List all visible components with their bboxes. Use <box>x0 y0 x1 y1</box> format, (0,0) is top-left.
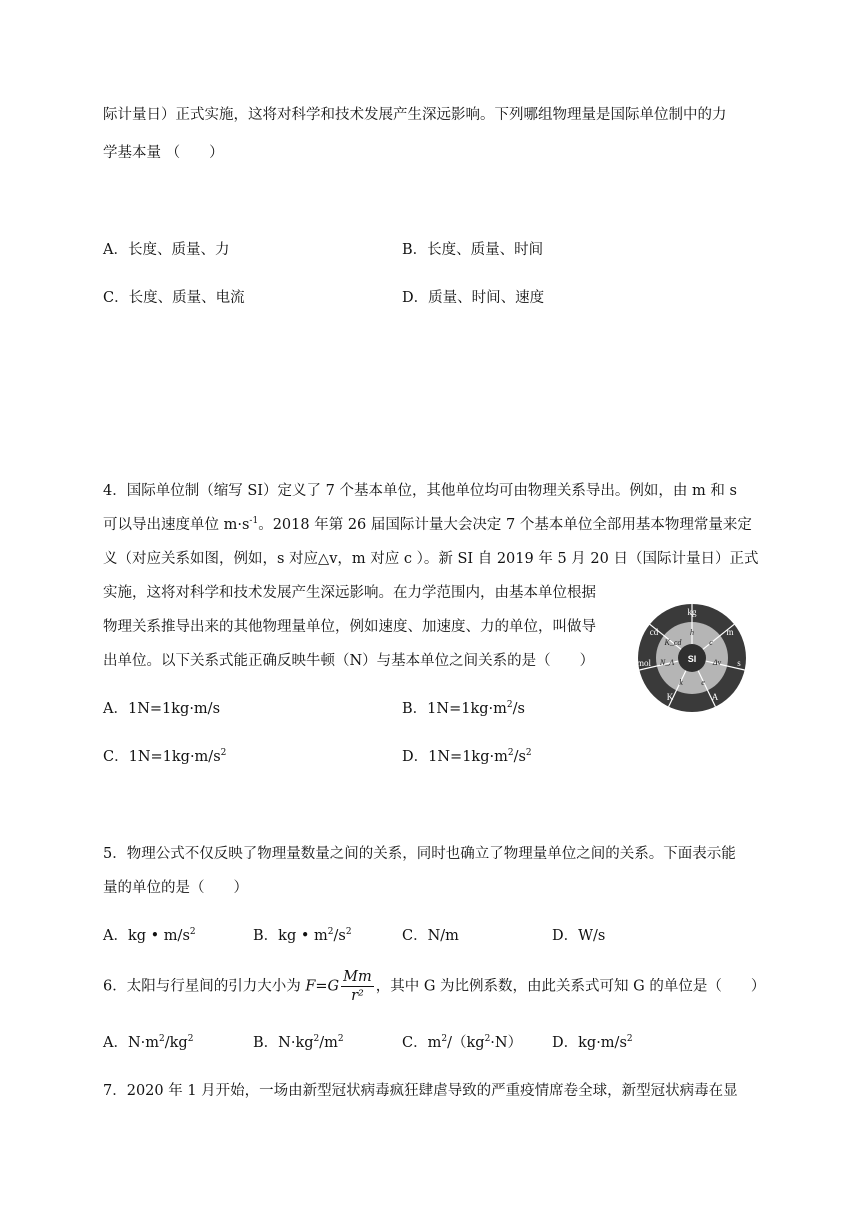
inner-label-h: h <box>690 628 694 637</box>
q4-text-line-1: 4．国际单位制（缩写 SI）定义了 7 个基本单位，其他单位均可由物理关系导出。例如，由 m 和 s <box>103 483 737 499</box>
q4-option-b[interactable]: B．$1N=1kg\cdot m^2/s$ <box>402 700 525 717</box>
inner-label-Kcd: K_cd <box>664 638 682 647</box>
inner-label-e: e <box>701 678 705 687</box>
outer-label-s: s <box>737 658 741 668</box>
q3-text-line-2: 学基本量 （ ） <box>103 145 224 161</box>
q6-formula-fraction: $\frac{Mm}{\text{r²}}$ <box>343 969 372 1004</box>
outer-label-kg: kg <box>687 607 697 617</box>
q4-option-a[interactable]: A．1N=1kg·m/s <box>103 701 221 717</box>
si-units-diagram <box>632 603 752 713</box>
q4-text-line-5: 物理关系推导出来的其他物理量单位，例如速度、加速度、力的单位，叫做导 <box>103 619 596 635</box>
q6-option-c[interactable]: C．$m^2/(kg^2\cdot N)$ <box>402 1034 523 1051</box>
outer-label-m: m <box>726 627 734 637</box>
q5-option-b[interactable]: B．kg • $m^2/s^2$ <box>253 927 352 944</box>
q4-text-line-2: 可以导出速度单位 $m\cdot s^{-1}$。2018 年第 26 届国际计量大会决定 7 个基本单位全部用基本物理常量来定 <box>103 516 752 533</box>
inner-label-NA: N_A <box>659 658 675 667</box>
outer-label-K: K <box>666 692 674 702</box>
q6-option-a[interactable]: A．$N\cdot m^2/kg^2$ <box>103 1034 194 1051</box>
q3-text-line-1: 际计量日）正式实施，这将对科学和技术发展产生深远影响。下列哪组物理量是国际单位制中的力 <box>103 107 727 123</box>
q6-option-d[interactable]: D．$kg\cdot m/s^2$ <box>552 1034 633 1051</box>
q6-option-b[interactable]: B．$N\cdot kg^2/m^2$ <box>253 1034 344 1051</box>
q4-option-d[interactable]: D．$1N=1kg\cdot m^2/s^2$ <box>402 748 532 765</box>
q3-option-a[interactable]: A．长度、质量、力 <box>103 242 230 258</box>
inner-label-delta-v: Δv <box>712 658 722 667</box>
q3-option-b[interactable]: B．长度、质量、时间 <box>402 242 544 258</box>
q4-option-c[interactable]: C．$1N=1kg\cdot m/s^2$ <box>103 748 227 765</box>
q5-option-c[interactable]: C．N/m <box>402 928 459 944</box>
inner-label-c: c <box>709 638 713 647</box>
diagram-center-label: SI <box>687 654 697 664</box>
q5-text-line-1: 5．物理公式不仅反映了物理量数量之间的关系，同时也确立了物理量单位之间的关系。下面表示能 <box>103 846 736 862</box>
q7-text-line-1: 7．2020 年 1 月开始，一场由新型冠状病毒疯狂肆虐导致的严重疫情席卷全球，新型冠状病毒在显 <box>103 1083 738 1099</box>
q5-text-line-2: 量的单位的是（ ） <box>103 880 248 896</box>
q6-text-line: 6．太阳与行星间的引力大小为 F=G $\frac{Mm}{\text{r²}}$ ，其中 G 为比例系数，由此关系式可知 G 的单位是（ ） <box>103 969 766 1004</box>
q6-formula-lhs: F=G <box>305 978 340 995</box>
inner-label-k: k <box>679 678 683 687</box>
outer-label-mol: mol <box>636 658 652 668</box>
q5-option-a[interactable]: A．kg • $m/s^2$ <box>103 927 196 944</box>
q4-text-line-4: 实施，这将对科学和技术发展产生深远影响。在力学范围内，由基本单位根据 <box>103 585 596 601</box>
outer-label-cd: cd <box>649 627 659 637</box>
q3-option-c[interactable]: C．长度、质量、电流 <box>103 290 245 306</box>
outer-label-A: A <box>711 692 719 702</box>
q3-option-d[interactable]: D．质量、时间、速度 <box>402 290 545 306</box>
q5-option-d[interactable]: D．W/s <box>552 928 606 944</box>
q4-text-line-3: 义（对应关系如图，例如，s 对应△v，m 对应 c ）。新 SI 自 2019 年 5 月 20 日（国际计量日）正式 <box>103 551 759 567</box>
q4-text-line-6: 出单位。以下关系式能正确反映牛顿（N）与基本单位之间关系的是（ ） <box>103 653 595 669</box>
